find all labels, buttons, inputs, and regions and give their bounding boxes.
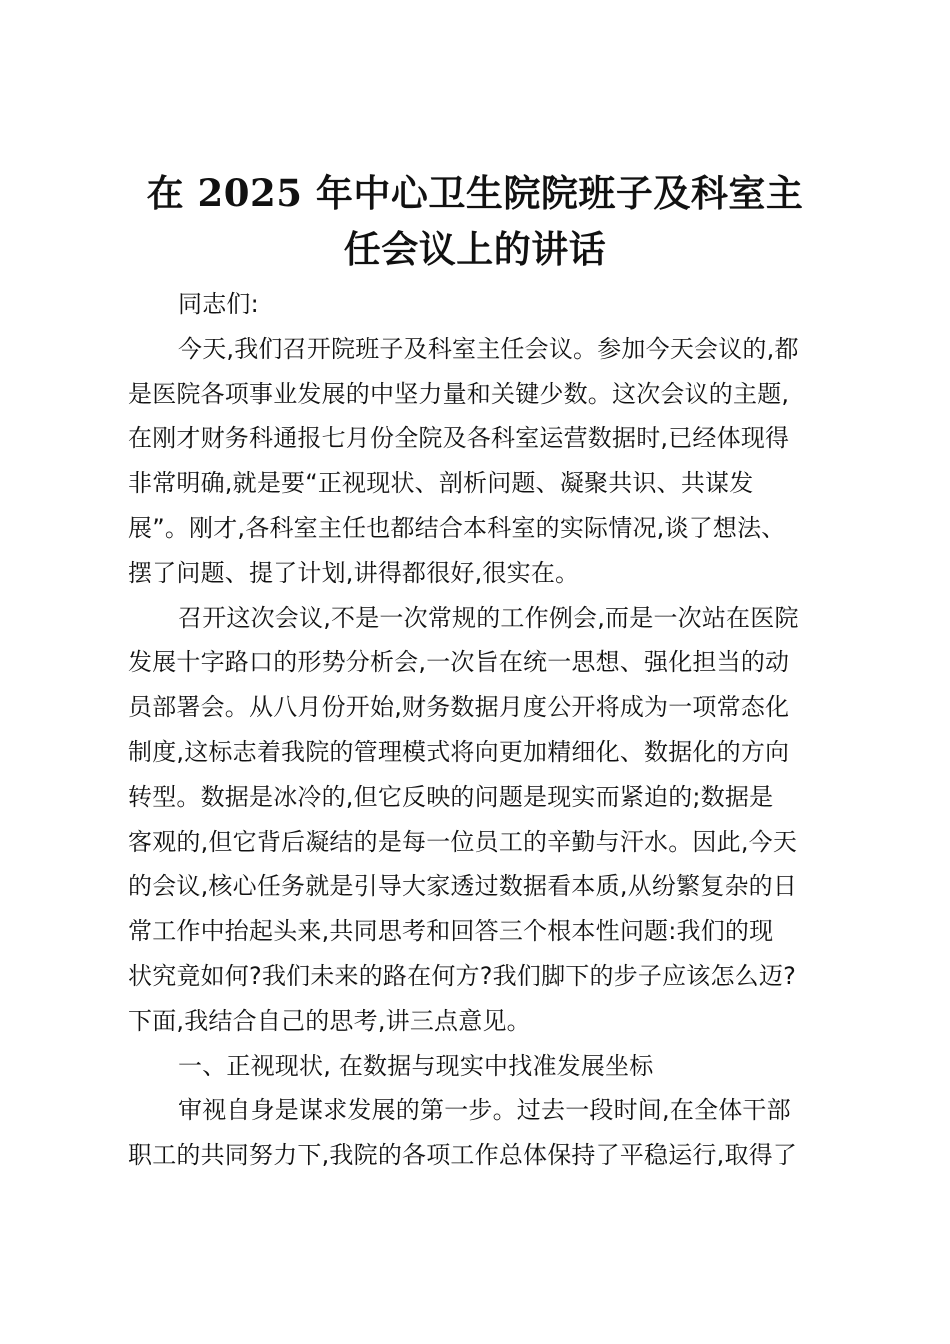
paragraph-line: 转型。数据是冰冷的,但它反映的问题是现实而紧迫的;数据是 bbox=[128, 782, 774, 811]
paragraph-line: 职工的共同努力下,我院的各项工作总体保持了平稳运行,取得了 bbox=[128, 1141, 798, 1170]
title-line: 在 2025 年中心卫生院院班子及科室主 bbox=[146, 171, 804, 215]
paragraph-line: 常工作中抬起头来,共同思考和回答三个根本性问题:我们的现 bbox=[128, 917, 774, 946]
paragraph-line: 制度,这标志着我院的管理模式将向更加精细化、数据化的方向 bbox=[128, 737, 790, 766]
paragraph-line: 是医院各项事业发展的中坚力量和关键少数。这次会议的主题, bbox=[128, 379, 790, 408]
paragraph-line: 员部署会。从八月份开始,财务数据月度公开将成为一项常态化 bbox=[128, 693, 790, 722]
title-line: 任会议上的讲话 bbox=[343, 227, 607, 271]
paragraph-line: 召开这次会议,不是一次常规的工作例会,而是一次站在医院 bbox=[178, 603, 799, 632]
section-heading: 一、正视现状, 在数据与现实中找准发展坐标 bbox=[178, 1051, 654, 1080]
paragraph-line: 客观的,但它背后凝结的是每一位员工的辛勤与汗水。因此,今天 bbox=[128, 827, 798, 856]
paragraph-line: 审视自身是谋求发展的第一步。过去一段时间,在全体干部 bbox=[178, 1096, 791, 1125]
paragraph-line: 展”。刚才,各科室主任也都结合本科室的实际情况,谈了想法、 bbox=[128, 513, 786, 542]
paragraph-line: 状究竟如何?我们未来的路在何方?我们脚下的步子应该怎么迈? bbox=[128, 961, 797, 990]
paragraph-line: 在刚才财务科通报七月份全院及各科室运营数据时,已经体现得 bbox=[128, 424, 790, 453]
document-body bbox=[128, 282, 840, 1178]
paragraph-line: 摆了问题、提了计划,讲得都很好,很实在。 bbox=[128, 558, 580, 587]
paragraph-line: 今天,我们召开院班子及科室主任会议。参加今天会议的,都 bbox=[178, 334, 799, 363]
paragraph-line: 发展十字路口的形势分析会,一次旨在统一思想、强化担当的动 bbox=[128, 648, 790, 677]
salutation: 同志们: bbox=[178, 290, 259, 318]
paragraph-line: 非常明确,就是要“正视现状、剖析问题、凝聚共识、共谋发 bbox=[128, 469, 754, 498]
paragraph-line: 的会议,核心任务就是引导大家透过数据看本质,从纷繁复杂的日 bbox=[128, 872, 798, 901]
paragraph-line: 下面,我结合自己的思考,讲三点意见。 bbox=[128, 1006, 531, 1035]
document-title bbox=[110, 165, 840, 277]
